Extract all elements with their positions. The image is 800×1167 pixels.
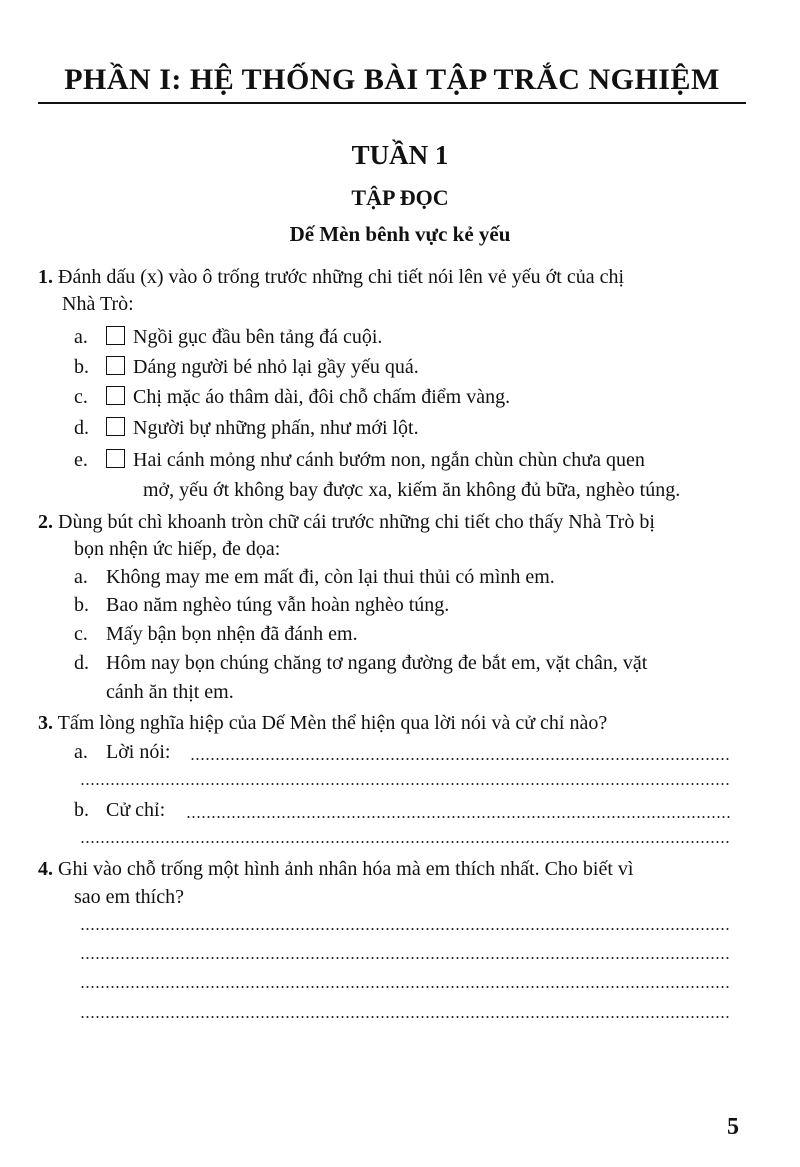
option-label[interactable]: a. xyxy=(74,566,88,588)
question-text: Tấm lòng nghĩa hiệp của Dế Mèn thể hiện qua lời nói và cử chỉ nào? xyxy=(57,712,608,734)
answer-line[interactable] xyxy=(80,957,730,959)
option-row[interactable] xyxy=(74,592,449,618)
answer-line[interactable] xyxy=(80,986,730,988)
option-label[interactable]: d. xyxy=(74,652,89,674)
option-text: Dáng người bé nhỏ lại gầy yếu quá. xyxy=(133,356,419,378)
question-text-cont: sao em thích? xyxy=(74,886,184,908)
answer-line[interactable] xyxy=(190,758,730,760)
question-number: 3. xyxy=(38,712,53,734)
option-row xyxy=(74,384,510,410)
answer-line[interactable] xyxy=(186,816,730,818)
sub-label: b. xyxy=(74,799,89,821)
option-text: Hai cánh mỏng như cánh bướm non, ngắn chùn chùn chưa quen xyxy=(133,449,645,471)
checkbox[interactable] xyxy=(106,326,125,345)
question-text: Dùng bút chì khoanh tròn chữ cái trước những chi tiết cho thấy Nhà Trò bị xyxy=(58,511,655,533)
option-row[interactable] xyxy=(74,621,358,647)
checkbox[interactable] xyxy=(106,386,125,405)
checkbox[interactable] xyxy=(106,356,125,375)
checkbox[interactable] xyxy=(106,449,125,468)
option-text: Hôm nay bọn chúng chăng tơ ngang đường đe bắt em, vặt chân, vặt xyxy=(106,652,648,674)
option-label[interactable]: b. xyxy=(74,594,89,616)
question-number: 1. xyxy=(38,266,53,288)
option-row xyxy=(74,324,382,350)
option-label: a. xyxy=(74,326,88,348)
option-label: e. xyxy=(74,449,88,471)
option-text: Không may me em mất đi, còn lại thui thủi có mình em. xyxy=(106,566,555,588)
answer-line[interactable] xyxy=(80,841,730,843)
sub-prompt: Lời nói: xyxy=(106,741,171,763)
question-text: Ghi vào chỗ trống một hình ảnh nhân hóa mà em thích nhất. Cho biết vì xyxy=(58,858,634,880)
sub-label: a. xyxy=(74,741,88,763)
option-text: Bao năm nghèo túng vẫn hoàn nghèo túng. xyxy=(106,594,450,616)
answer-line[interactable] xyxy=(80,928,730,930)
checkbox[interactable] xyxy=(106,417,125,436)
option-label: c. xyxy=(74,386,88,408)
option-row xyxy=(74,354,419,380)
question-text-cont: bọn nhện ức hiếp, đe dọa: xyxy=(74,538,281,560)
question-text-cont: Nhà Trò: xyxy=(62,293,134,315)
answer-line[interactable] xyxy=(80,1016,730,1018)
option-row[interactable] xyxy=(74,564,555,590)
option-text: Mấy bận bọn nhện đã đánh em. xyxy=(106,623,358,645)
question-number: 4. xyxy=(38,858,53,880)
option-text: Ngồi gục đầu bên tảng đá cuội. xyxy=(133,326,383,348)
section-title: TẬP ĐỌC xyxy=(351,185,449,210)
option-label: b. xyxy=(74,356,89,378)
answer-line[interactable] xyxy=(80,783,730,785)
option-label[interactable]: c. xyxy=(74,623,88,645)
page-number: 5 xyxy=(727,1114,739,1140)
option-text-cont: mở, yếu ớt không bay được xa, kiếm ăn không đủ bữa, nghèo túng. xyxy=(143,479,681,501)
lesson-title: Dế Mèn bênh vực kẻ yếu xyxy=(289,222,511,246)
question-text: Đánh dấu (x) vào ô trống trước những chi tiết nói lên vẻ yếu ớt của chị xyxy=(58,266,625,288)
week-title: TUẦN 1 xyxy=(351,140,449,170)
question-number: 2. xyxy=(38,511,53,533)
option-text: Chị mặc áo thâm dài, đôi chỗ chấm điểm vàng. xyxy=(133,386,511,408)
part-title: PHẦN I: HỆ THỐNG BÀI TẬP TRẮC NGHIỆM xyxy=(38,58,746,104)
option-row xyxy=(74,415,419,441)
option-row xyxy=(74,447,645,473)
option-text-cont: cánh ăn thịt em. xyxy=(106,681,234,703)
sub-prompt: Cử chỉ: xyxy=(106,799,166,821)
option-text: Người bự những phấn, như mới lột. xyxy=(133,417,419,439)
option-row[interactable] xyxy=(74,650,647,676)
option-label: d. xyxy=(74,417,89,439)
